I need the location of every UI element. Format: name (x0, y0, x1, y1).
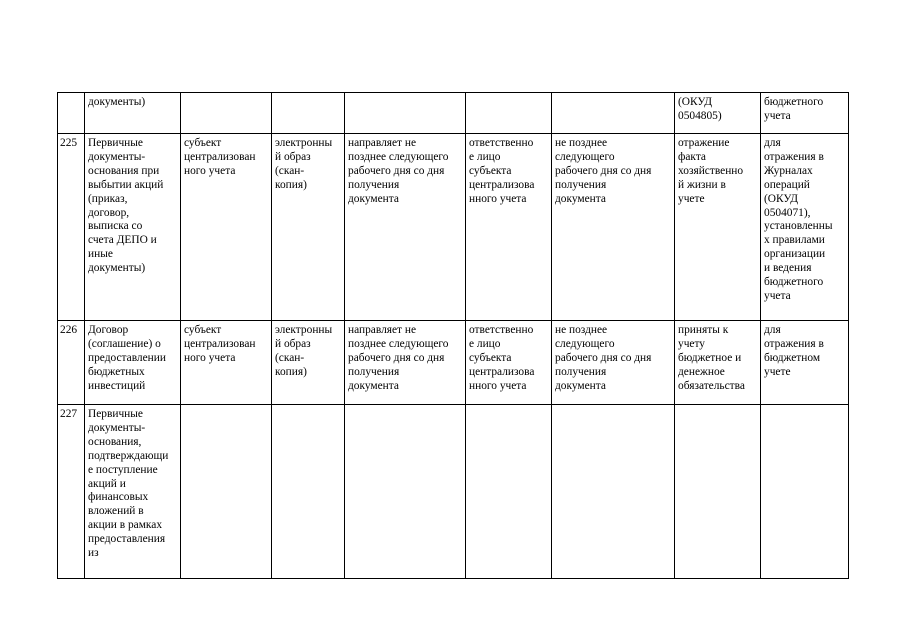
document-form-cell (272, 93, 345, 134)
recipient: ответственно е лицо субъекта централизова нного учета (469, 137, 535, 205)
accounting-action-cell (675, 93, 761, 134)
document-name: Договор (соглашение) о предоставлении бюджетных инвестиций (88, 324, 166, 392)
recipient-cell (466, 405, 552, 579)
responsible-party: субъект централизован ного учета (184, 324, 256, 364)
document-name-cell (85, 405, 181, 579)
row-number: 225 (60, 137, 78, 149)
table-row (58, 405, 849, 579)
recipient-cell (466, 321, 552, 405)
responsible-party-cell (181, 321, 272, 405)
submission-term-cell (345, 134, 466, 321)
document-form: электронны й образ (скан- копия) (275, 137, 333, 191)
responsible-party-cell (181, 405, 272, 579)
processing-term: не позднее следующего рабочего дня со дня получения документа (555, 137, 652, 205)
document-name: Первичные документы- основания, подтверждающи е поступление акций и финансовых вложений в акции в рамках предоставления из (88, 408, 169, 560)
table-row (58, 321, 849, 405)
row-number: 227 (60, 408, 78, 420)
processing-term-cell (552, 321, 675, 405)
document-table (57, 92, 849, 579)
purpose-cell (761, 134, 849, 321)
document-name-cell (85, 134, 181, 321)
responsible-party-cell (181, 134, 272, 321)
accounting-action-cell (675, 321, 761, 405)
row-number-cell (58, 134, 85, 321)
document-name: документы) (88, 96, 146, 108)
table-row (58, 134, 849, 321)
row-number: 226 (60, 324, 78, 336)
document-name-cell (85, 93, 181, 134)
submission-term-cell (345, 321, 466, 405)
document-form: электронны й образ (скан- копия) (275, 324, 333, 378)
row-number-cell (58, 321, 85, 405)
document-name: Первичные документы- основания при выбытии акций (приказ, договор, выписка со счета ДЕПО и иные документы) (88, 137, 164, 275)
purpose-cell (761, 93, 849, 134)
processing-term-cell (552, 93, 675, 134)
accounting-action: (ОКУД 0504805) (678, 96, 722, 122)
accounting-action: отражение факта хозяйственно й жизни в учете (678, 137, 744, 205)
purpose-cell (761, 321, 849, 405)
purpose-cell (761, 405, 849, 579)
document-name-cell (85, 321, 181, 405)
processing-term: не позднее следующего рабочего дня со дня получения документа (555, 324, 652, 392)
document-form-cell (272, 405, 345, 579)
accounting-action-cell (675, 134, 761, 321)
purpose: для отражения в Журналах операций (ОКУД 0504071), установленны х правилами организации и ведения бюджетного учета (764, 137, 833, 302)
document-form-cell (272, 321, 345, 405)
accounting-action: приняты к учету бюджетное и денежное обязательства (678, 324, 745, 392)
submission-term: направляет не позднее следующего рабочего дня со дня получения документа (348, 324, 449, 392)
accounting-action-cell (675, 405, 761, 579)
processing-term-cell (552, 405, 675, 579)
processing-term-cell (552, 134, 675, 321)
recipient: ответственно е лицо субъекта централизова нного учета (469, 324, 535, 392)
submission-term: направляет не позднее следующего рабочего дня со дня получения документа (348, 137, 449, 205)
recipient-cell (466, 134, 552, 321)
submission-term-cell (345, 405, 466, 579)
responsible-party-cell (181, 93, 272, 134)
responsible-party: субъект централизован ного учета (184, 137, 256, 177)
row-number-cell (58, 93, 85, 134)
row-number-cell (58, 405, 85, 579)
submission-term-cell (345, 93, 466, 134)
document-form-cell (272, 134, 345, 321)
purpose: для отражения в бюджетном учете (764, 324, 824, 378)
table-row (58, 93, 849, 134)
recipient-cell (466, 93, 552, 134)
purpose: бюджетного учета (764, 96, 824, 122)
